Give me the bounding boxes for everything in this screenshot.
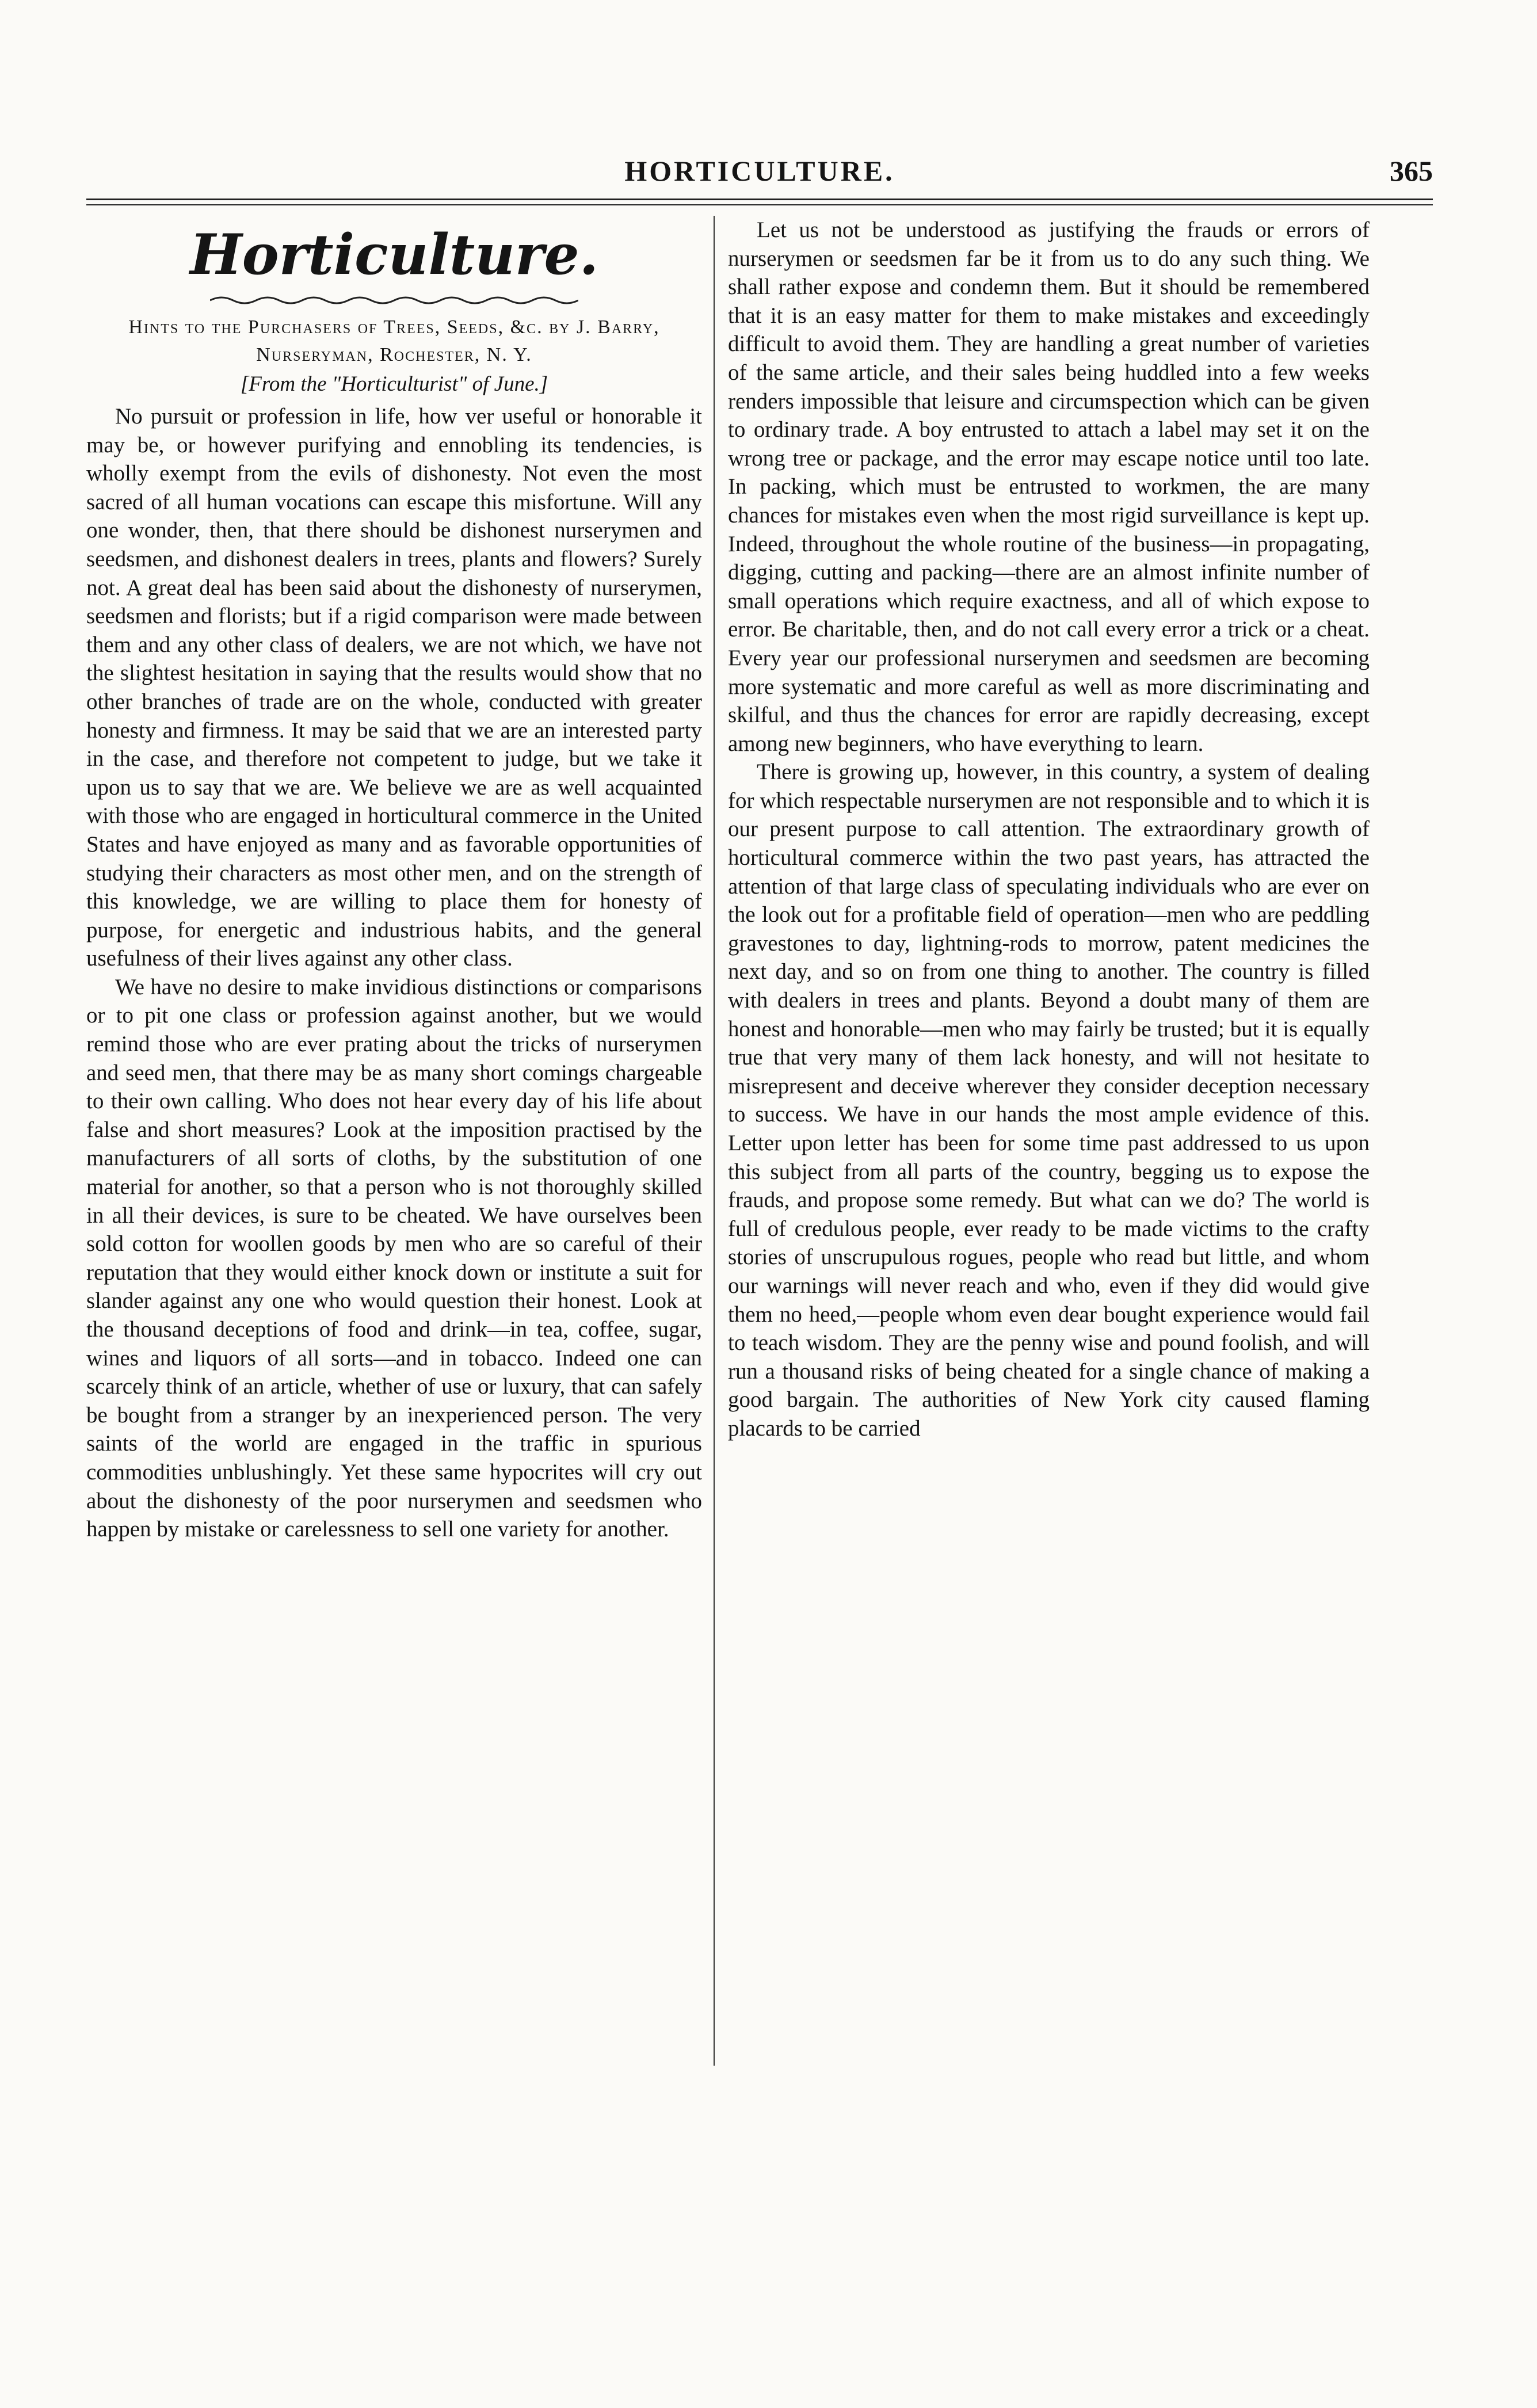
column-divider: [714, 216, 715, 2066]
header-rule-top: [86, 199, 1433, 200]
column-left: [86, 216, 702, 1544]
running-title: HORTICULTURE.: [624, 155, 895, 187]
article-source: [From the "Horticulturist" of June.]: [240, 372, 548, 396]
paragraph: There is growing up, however, in this country, a system of dealing for which respectable nurserymen are not responsible and to which it is our present purpose to call attention. The extraordinary growth of horticultural commerce within the two past years, has attracted the attention of that large class of speculating individuals who are ever on the look out for a profitable field of operation—men who are peddling gravestones to day, lightning-rods to morrow, patent medicines the next day, and so on from one thing to another. The country is filled with dealers in trees and plants. Beyond a doubt many of them are honest and honorable—men who may fairly be trusted; but it is equally true that very many of them lack honesty, and will not hesitate to misrepresent and deceive wherever they consider deception necessary to success. We have in our hands the most ample evidence of this. Letter upon letter has been for some time past addressed to us upon this subject from all parts of the country, begging us to expose the frauds, and propose some remedy. But what can we do? The world is full of credulous people, ever ready to be made victims to the crafty stories of unscrupulous rogues, people who read but little, and whom our warnings will never reach and who, even if they did would give them no heed,—people whom even dear bought experience would fail to teach wisdom. They are the penny wise and pound foolish, and will run a thousand risks of being cheated for a single chance of making a good bargain. The authorities of New York city caused flaming placards to be carried: [728, 760, 1370, 1441]
column-right: [728, 216, 1370, 1443]
paragraph: Let us not be understood as justifying the frauds or errors of nurserymen or seedsmen far be it from us to do any such thing. We shall rather expose and condemn them. But it should be remembered that it is an easy matter for them to make mistakes and exceedingly difficult to avoid them. They are handling a great number of varieties of the same article, and their sales being huddled into a few weeks renders impossible that leisure and circumspection which can be given to ordinary trade. A boy entrusted to attach a label may set it on the wrong tree or package, and the error may escape notice until too late. In packing, which must be entrusted to workmen, the are many chances for mistakes even when the most rigid surveillance is kept up. Indeed, throughout the whole routine of the business—in propagating, digging, cutting and packing—there are an almost infinite number of small operations which require exactness, and all of which expose to error. Be charitable, then, and do not call every error a trick or a cheat. Every year our professional nurserymen and seedsmen are becoming more systematic and more careful as well as more discriminating and skilful, and thus the chances for error are rapidly decreasing, except among new beginners, who have everything to learn.: [728, 217, 1370, 756]
header-rule-bottom: [86, 204, 1433, 205]
section-title: Horticulture.: [189, 222, 599, 287]
page-number: 365: [1390, 155, 1433, 187]
paragraph: We have no desire to make invidious distinctions or comparisons or to pit one class or profession against another, but we would remind those who are ever prating about the tricks of nurserymen and seed men, that there may be as many short comings chargeable to their own calling. Who does not hear every day of his life about false and short measures? Look at the imposition practised by the manufacturers of all sorts of cloths, by the substitution of one material for another, so that a person who is not thoroughly skilled in all their devices, is sure to be cheated. We have ourselves been sold cotton for woollen goods by men who are so careful of their reputation that they would either knock down or institute a suit for slander against any one who would question their honest. Look at the thousand deceptions of food and drink—in tea, coffee, sugar, wines and liquors of all sorts—and in tobacco. Indeed one can scarcely think of an article, whether of use or luxury, that can safely be bought from a stranger by an inexperienced person. The very saints of the world are engaged in the traffic in spurious commodities unblushingly. Yet these same hypocrites will cry out about the dishonesty of the poor nurserymen and seedsmen who happen by mistake or carelessness to sell one variety for another.: [86, 974, 702, 1542]
article-title: Hints to the Purchasers of Trees, Seeds, &c. by J. Barry, Nurseryman, Rochester, N. Y.: [128, 316, 660, 365]
running-head: [86, 154, 1433, 194]
ornamental-rule: [210, 293, 578, 308]
paragraph: No pursuit or profession in life, how ver useful or honorable it may be, or however purifying and ennobling its tendencies, is wholly exempt from the evils of dishonesty. Not even the most sacred of all human vocations can escape this misfortune. Will any one wonder, then, that there should be dishonest nurserymen and seedsmen, and dishonest dealers in trees, plants and flowers? Surely not. A great deal has been said about the dishonesty of nurserymen, seedsmen and florists; but if a rigid comparison were made between them and any other class of dealers, we are not which, we have not the slightest hesitation in saying that the results would show that no other branches of trade are on the whole, conducted with greater honesty and firmness. It may be said that we are an interested party in the case, and therefore not competent to judge, but we take it upon us to say that we are. We believe we are as well acquainted with those who are engaged in horticultural commerce in the United States and have enjoyed as many and as favorable opportunities of studying their characters as most other men, and on the strength of this knowledge, we are willing to place them for honesty of purpose, for energetic and industrious habits, and the general usefulness of their lives against any other class.: [86, 404, 702, 971]
